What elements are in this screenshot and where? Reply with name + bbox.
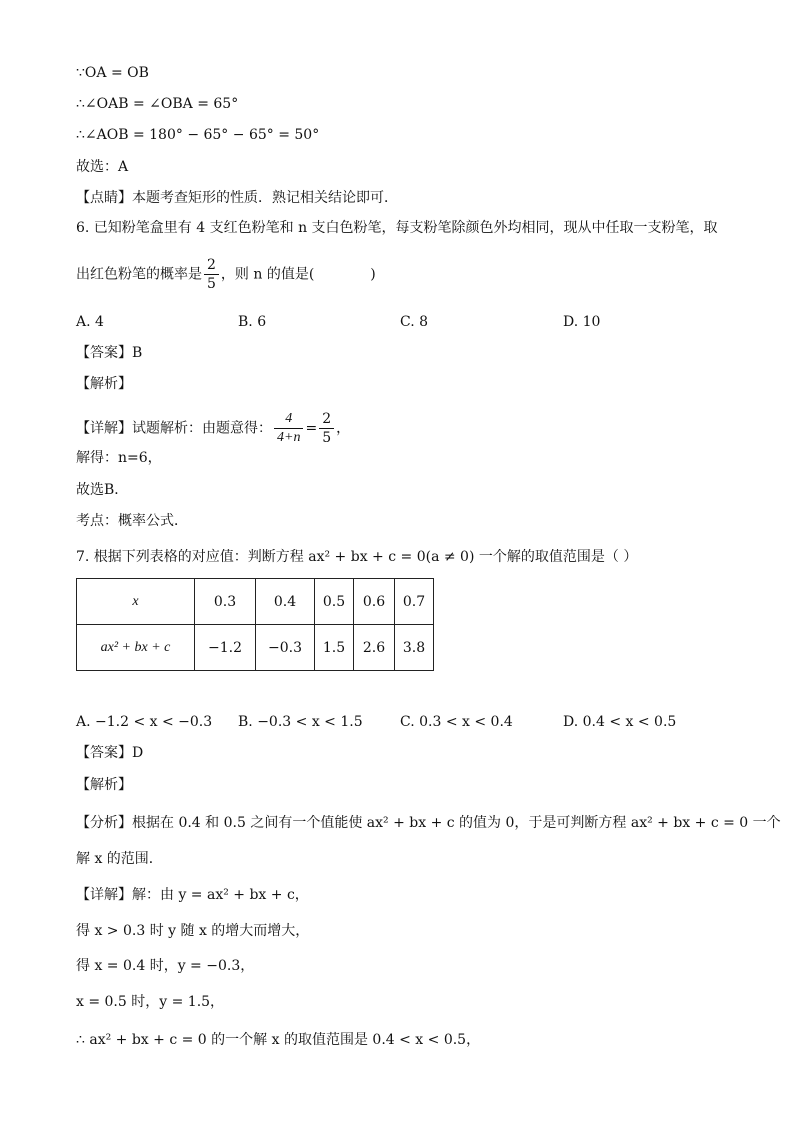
q6-answer: 【答案】B: [76, 345, 143, 361]
q7-detail-1: 【详解】解：由 y = ax² + bx + c，: [76, 887, 309, 903]
q7-detail-4: x = 0.5 时，y = 1.5，: [76, 994, 225, 1010]
q7-stem: 7. 根据下列表格的对应值：判断方程 ax² + bx + c = 0(a ≠ 0) 一个解的取值范围是（ ）: [76, 549, 638, 565]
q6-stem-line2: [76, 256, 376, 293]
q6-stem-line1: 6. 已知粉笔盒里有 4 支红色粉笔和 n 支白色粉笔，每支粉笔除颜色外均相同，现从中任取一支粉笔，取: [76, 220, 718, 236]
q6-detail-frac2-num: 2: [319, 410, 334, 429]
q6-detail: [76, 410, 350, 447]
q6-stem-post: ，则 n 的值是( ): [220, 266, 376, 283]
q6-stem-pre: 出红色粉笔的概率是: [76, 266, 202, 283]
proof-choice: 故选：A: [76, 159, 129, 175]
proof-line-1: ∵OA = OB: [76, 65, 149, 81]
table-cell: −0.3: [256, 625, 315, 671]
q7-detail-2: 得 x > 0.3 时 y 随 x 的增大而增大，: [76, 923, 310, 939]
q6-detail-frac2-den: 5: [322, 430, 332, 446]
q6-solve: 解得：n=6，: [76, 450, 162, 466]
q6-detail-pre: 【详解】试题解析：由题意得：: [76, 420, 272, 437]
dianjing-note: 【点睛】本题考查矩形的性质．熟记相关结论即可．: [76, 190, 398, 206]
table-row: [77, 625, 434, 671]
q7-option-b: B. −0.3 < x < 1.5: [238, 714, 363, 730]
q6-detail-frac1-num: 4: [274, 410, 303, 429]
q7-fenxi-line1: 【分析】根据在 0.4 和 0.5 之间有一个值能使 ax² + bx + c 的值为 0，于是可判断方程 ax² + bx + c = 0 一个: [76, 815, 781, 831]
q6-option-d: D. 10: [563, 314, 601, 330]
q6-frac-num: 2: [204, 256, 219, 275]
q7-analysis-heading: 【解析】: [76, 777, 132, 793]
table-cell: 0.3: [195, 579, 256, 625]
table-cell: 0.7: [395, 579, 434, 625]
q6-detail-frac2: [319, 410, 334, 447]
table-cell: 0.5: [315, 579, 354, 625]
q6-option-a: A. 4: [76, 314, 104, 330]
table-cell: x: [77, 579, 195, 625]
q6-detail-frac1: [274, 410, 303, 447]
q6-detail-frac1-den: 4+n: [277, 430, 301, 445]
q7-value-table: [76, 578, 434, 671]
q6-option-c: C. 8: [400, 314, 429, 330]
q7-answer: 【答案】D: [76, 745, 144, 761]
q7-option-d: D. 0.4 < x < 0.5: [563, 714, 677, 730]
q7-detail-5: ∴ ax² + bx + c = 0 的一个解 x 的取值范围是 0.4 < x < 0.5，: [76, 1032, 481, 1048]
q7-option-a: A. −1.2 < x < −0.3: [76, 714, 213, 730]
q7-option-c: C. 0.3 < x < 0.4: [400, 714, 513, 730]
proof-line-3: ∴∠AOB = 180° − 65° − 65° = 50°: [76, 127, 320, 143]
q6-point: 考点：概率公式．: [76, 513, 188, 529]
q6-analysis-heading: 【解析】: [76, 376, 132, 392]
table-cell: 0.4: [256, 579, 315, 625]
q6-choose: 故选B．: [76, 482, 129, 498]
proof-line-2: ∴∠OAB = ∠OBA = 65°: [76, 96, 239, 112]
q6-detail-eq: =: [305, 420, 318, 437]
q6-detail-post: ，: [336, 420, 351, 437]
q7-fenxi-line2: 解 x 的范围．: [76, 851, 163, 867]
table-cell: 1.5: [315, 625, 354, 671]
table-row: [77, 579, 434, 625]
table-cell: 3.8: [395, 625, 434, 671]
table-cell: ax² + bx + c: [77, 625, 195, 671]
q7-detail-3: 得 x = 0.4 时，y = −0.3，: [76, 958, 255, 974]
q6-option-b: B. 6: [238, 314, 267, 330]
q6-fraction: [204, 256, 219, 293]
table-cell: 0.6: [354, 579, 395, 625]
table-cell: 2.6: [354, 625, 395, 671]
table-cell: −1.2: [195, 625, 256, 671]
q6-frac-den: 5: [207, 276, 216, 292]
